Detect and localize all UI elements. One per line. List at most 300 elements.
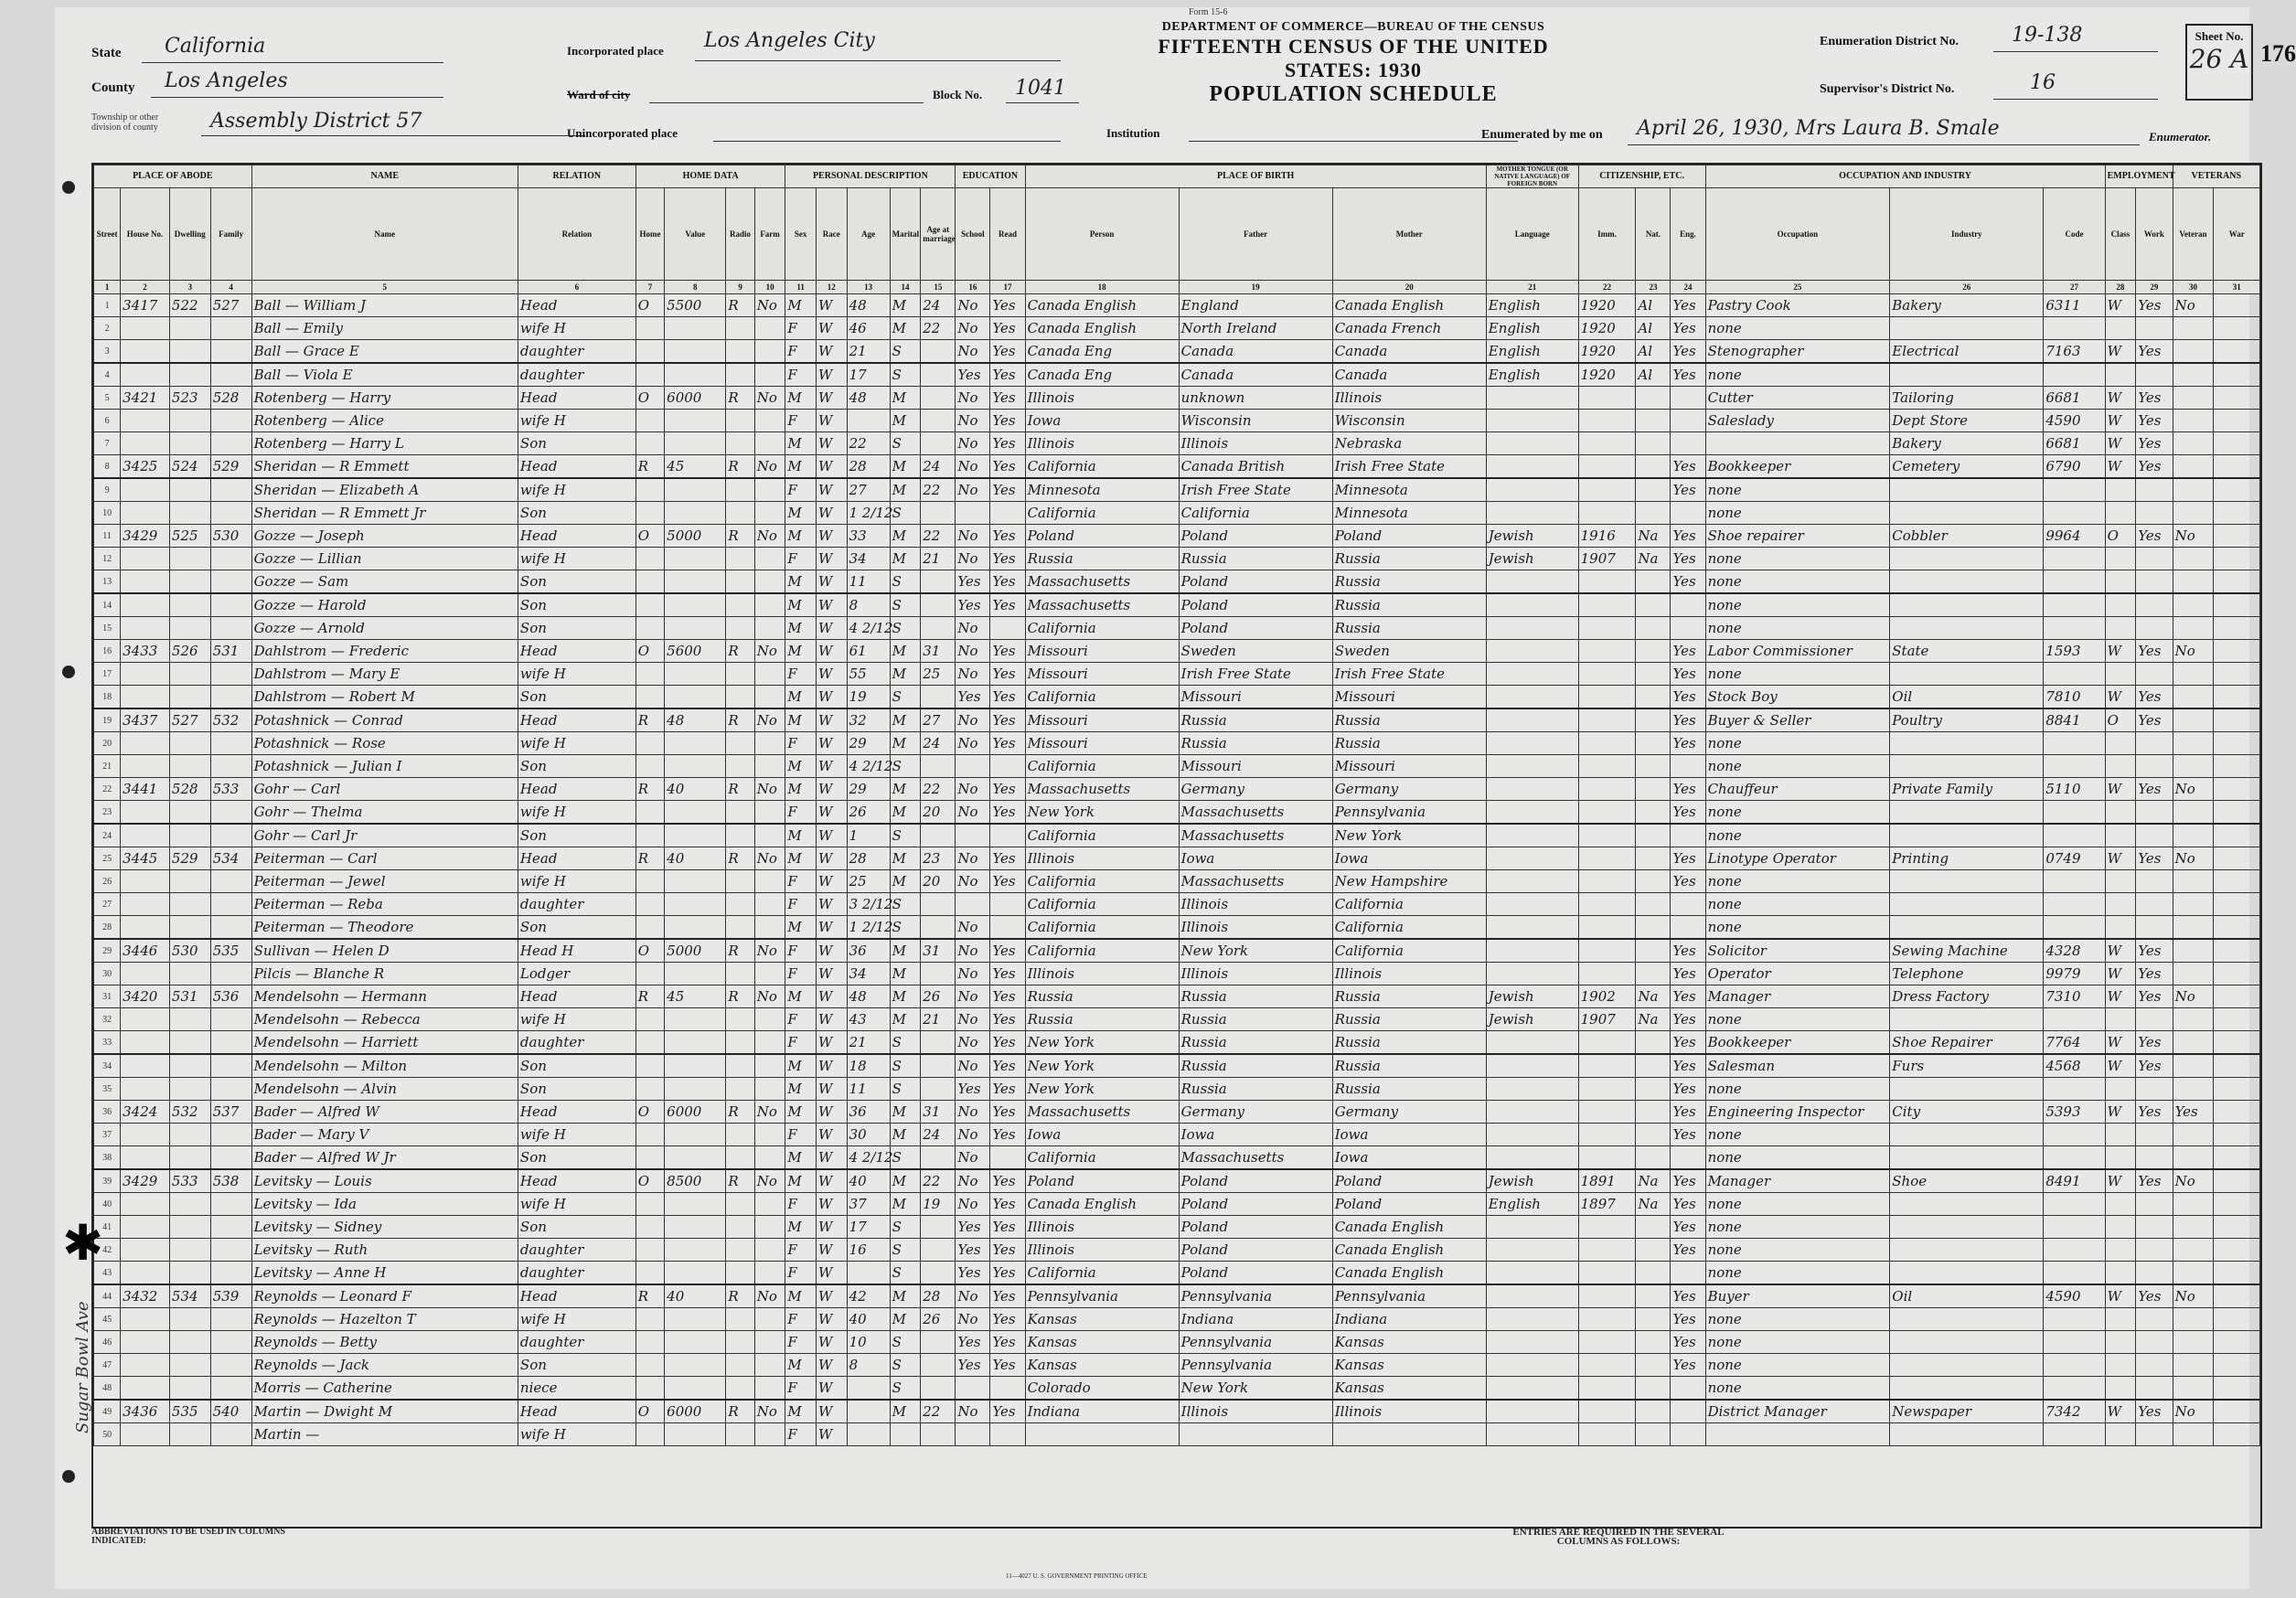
cell-eng: [1671, 1400, 1705, 1423]
cell-occ: none: [1705, 1331, 1890, 1354]
cell-age: 55: [847, 663, 890, 686]
cell-lang: [1486, 1146, 1578, 1170]
cell-ind: [1890, 1216, 2044, 1239]
cell-farm: [754, 1054, 785, 1078]
cell-n: 35: [94, 1078, 121, 1101]
cell-dw: [169, 432, 210, 455]
cell-name: Bader — Alfred W: [251, 1101, 518, 1124]
cell-nat: Na: [1636, 1193, 1671, 1216]
cell-fam: [210, 317, 251, 340]
cell-farm: [754, 410, 785, 432]
cell-dw: 527: [169, 708, 210, 732]
table-row: [94, 1400, 2260, 1423]
cell-radio: [726, 1331, 754, 1354]
cell-farm: [754, 1124, 785, 1146]
cell-vet2: [2214, 432, 2260, 455]
cell-rd: Yes: [990, 870, 1025, 893]
cell-fam: [210, 1031, 251, 1055]
cell-rd: Yes: [990, 640, 1025, 663]
cell-cls: [2105, 1008, 2136, 1031]
group-veterans: VETERANS: [2173, 165, 2259, 188]
census-table-frame: [91, 163, 2262, 1529]
cell-occ: Manager: [1705, 985, 1890, 1008]
cell-vet: [2173, 1216, 2214, 1239]
cell-sch: No: [956, 1008, 990, 1031]
cell-sex: M: [785, 1284, 817, 1308]
cell-imm: [1578, 617, 1636, 640]
cell-house: 3429: [121, 525, 170, 548]
cell-imm: [1578, 1284, 1636, 1308]
unincorporated-label: Unincorporated place: [567, 126, 678, 140]
cell-farm: No: [754, 778, 785, 801]
cell-agm: 20: [921, 870, 956, 893]
cell-rel: Head: [518, 387, 635, 410]
column-number: 6: [518, 281, 635, 294]
cell-home: [635, 663, 664, 686]
cell-lang: [1486, 663, 1578, 686]
cell-sch: Yes: [956, 1239, 990, 1262]
cell-radio: R: [726, 939, 754, 963]
cell-n: 40: [94, 1193, 121, 1216]
cell-code: [2044, 502, 2105, 525]
cell-house: [121, 963, 170, 985]
cell-dw: [169, 824, 210, 847]
cell-house: [121, 1331, 170, 1354]
cell-rd: Yes: [990, 1008, 1025, 1031]
incorporated-label: Incorporated place: [567, 44, 664, 58]
cell-house: [121, 363, 170, 387]
cell-vet2: [2214, 1239, 2260, 1262]
cell-vet2: [2214, 870, 2260, 893]
cell-rel: daughter: [518, 340, 635, 364]
column-header: Veteran: [2173, 188, 2214, 281]
cell-race: W: [816, 432, 847, 455]
cell-wk: Yes: [2136, 1284, 2173, 1308]
cell-rel: Head: [518, 847, 635, 870]
column-header: War: [2214, 188, 2260, 281]
cell-bp: [1025, 1423, 1179, 1446]
cell-imm: [1578, 432, 1636, 455]
cell-radio: [726, 801, 754, 825]
cell-mar: S: [890, 1146, 921, 1170]
cell-lang: [1486, 686, 1578, 709]
cell-house: 3446: [121, 939, 170, 963]
cell-imm: [1578, 939, 1636, 963]
cell-val: 5500: [665, 294, 726, 317]
column-number: 18: [1025, 281, 1179, 294]
cell-mbp: California: [1332, 939, 1486, 963]
cell-cls: [2105, 1262, 2136, 1285]
cell-imm: [1578, 1377, 1636, 1401]
cell-code: [2044, 1331, 2105, 1354]
cell-house: [121, 593, 170, 617]
cell-eng: Yes: [1671, 525, 1705, 548]
cell-imm: [1578, 686, 1636, 709]
cell-bp: Missouri: [1025, 663, 1179, 686]
cell-code: 4568: [2044, 1054, 2105, 1078]
cell-nat: [1636, 1101, 1671, 1124]
cell-race: W: [816, 1354, 847, 1377]
cell-sch: No: [956, 548, 990, 570]
cell-bp: Minnesota: [1025, 478, 1179, 502]
cell-house: [121, 1377, 170, 1401]
cell-bp: Illinois: [1025, 1216, 1179, 1239]
cell-mbp: Missouri: [1332, 755, 1486, 778]
cell-age: 4 2/12: [847, 1146, 890, 1170]
cell-fbp: Poland: [1179, 1216, 1332, 1239]
cell-rel: Head: [518, 1284, 635, 1308]
cell-vet: [2173, 593, 2214, 617]
punch-hole: [62, 666, 75, 678]
cell-vet: [2173, 478, 2214, 502]
cell-val: [665, 963, 726, 985]
cell-fam: [210, 732, 251, 755]
cell-wk: [2136, 363, 2173, 387]
cell-mar: S: [890, 1262, 921, 1285]
cell-sch: Yes: [956, 1331, 990, 1354]
cell-rd: Yes: [990, 1193, 1025, 1216]
cell-cls: [2105, 478, 2136, 502]
cell-home: R: [635, 778, 664, 801]
margin-note: Sugar Bowl Ave: [73, 1301, 92, 1433]
cell-vet: Yes: [2173, 1101, 2214, 1124]
column-number: 15: [921, 281, 956, 294]
column-number: 17: [990, 281, 1025, 294]
cell-code: [2044, 1216, 2105, 1239]
cell-fbp: Iowa: [1179, 847, 1332, 870]
column-header: Farm: [754, 188, 785, 281]
cell-age: 10: [847, 1331, 890, 1354]
cell-house: [121, 478, 170, 502]
cell-code: 7810: [2044, 686, 2105, 709]
cell-n: 45: [94, 1308, 121, 1331]
cell-occ: District Manager: [1705, 1400, 1890, 1423]
cell-name: Gohr — Carl: [251, 778, 518, 801]
cell-rd: Yes: [990, 1216, 1025, 1239]
cell-age: 26: [847, 801, 890, 825]
cell-val: 6000: [665, 1101, 726, 1124]
cell-lang: [1486, 870, 1578, 893]
cell-house: [121, 1262, 170, 1285]
cell-wk: [2136, 1216, 2173, 1239]
cell-imm: 1920: [1578, 317, 1636, 340]
cell-vet: [2173, 916, 2214, 940]
cell-vet2: [2214, 1377, 2260, 1401]
cell-fam: [210, 1193, 251, 1216]
cell-wk: [2136, 1239, 2173, 1262]
cell-val: 45: [665, 455, 726, 479]
cell-vet: [2173, 939, 2214, 963]
cell-vet2: [2214, 755, 2260, 778]
cell-code: [2044, 663, 2105, 686]
cell-code: 4590: [2044, 1284, 2105, 1308]
cell-lang: [1486, 1262, 1578, 1285]
cell-age: 22: [847, 432, 890, 455]
cell-rel: wife H: [518, 663, 635, 686]
cell-occ: none: [1705, 801, 1890, 825]
cell-sch: No: [956, 410, 990, 432]
cell-name: Mendelsohn — Alvin: [251, 1078, 518, 1101]
cell-val: [665, 1146, 726, 1170]
cell-val: [665, 1377, 726, 1401]
cell-radio: [726, 1008, 754, 1031]
cell-lang: [1486, 893, 1578, 916]
cell-race: W: [816, 1331, 847, 1354]
cell-n: 13: [94, 570, 121, 594]
cell-dw: 523: [169, 387, 210, 410]
cell-farm: [754, 824, 785, 847]
cell-agm: [921, 617, 956, 640]
cell-val: [665, 824, 726, 847]
cell-val: [665, 617, 726, 640]
cell-fbp: Illinois: [1179, 916, 1332, 940]
cell-sex: M: [785, 1054, 817, 1078]
cell-rd: [990, 1146, 1025, 1170]
stamp-number: 176: [2260, 40, 2296, 67]
cell-agm: 24: [921, 732, 956, 755]
cell-vet2: [2214, 478, 2260, 502]
table-row: [94, 593, 2260, 617]
cell-lang: [1486, 1377, 1578, 1401]
cell-rd: Yes: [990, 1239, 1025, 1262]
cell-age: 18: [847, 1054, 890, 1078]
cell-wk: Yes: [2136, 778, 2173, 801]
cell-vet2: [2214, 1308, 2260, 1331]
cell-imm: [1578, 640, 1636, 663]
column-header: Code: [2044, 188, 2105, 281]
cell-fam: 532: [210, 708, 251, 732]
cell-vet2: [2214, 317, 2260, 340]
cell-wk: Yes: [2136, 985, 2173, 1008]
cell-mbp: Kansas: [1332, 1377, 1486, 1401]
cell-sch: No: [956, 317, 990, 340]
cell-radio: [726, 410, 754, 432]
cell-mbp: Irish Free State: [1332, 663, 1486, 686]
cell-cls: [2105, 1078, 2136, 1101]
cell-cls: W: [2105, 1031, 2136, 1055]
cell-code: 9964: [2044, 525, 2105, 548]
cell-home: [635, 1262, 664, 1285]
cell-radio: [726, 686, 754, 709]
cell-fam: [210, 593, 251, 617]
cell-rd: Yes: [990, 340, 1025, 364]
cell-dw: [169, 410, 210, 432]
cell-house: 3437: [121, 708, 170, 732]
cell-sex: M: [785, 778, 817, 801]
cell-agm: [921, 502, 956, 525]
cell-age: 21: [847, 1031, 890, 1055]
cell-vet: [2173, 363, 2214, 387]
cell-mbp: [1332, 1423, 1486, 1446]
cell-val: [665, 340, 726, 364]
cell-age: 28: [847, 847, 890, 870]
cell-lang: [1486, 1400, 1578, 1423]
enumerated-label: Enumerated by me on: [1481, 128, 1603, 142]
cell-home: O: [635, 525, 664, 548]
state-label: State: [91, 46, 122, 60]
cell-rel: wife H: [518, 548, 635, 570]
cell-name: Rotenberg — Harry L: [251, 432, 518, 455]
cell-radio: [726, 1054, 754, 1078]
cell-dw: [169, 1377, 210, 1401]
cell-mar: M: [890, 1308, 921, 1331]
cell-radio: [726, 1262, 754, 1285]
cell-race: W: [816, 1054, 847, 1078]
cell-rel: Son: [518, 824, 635, 847]
cell-race: W: [816, 1377, 847, 1401]
cell-ind: [1890, 570, 2044, 594]
cell-vet2: [2214, 985, 2260, 1008]
cell-sch: Yes: [956, 1354, 990, 1377]
cell-home: [635, 432, 664, 455]
cell-n: 25: [94, 847, 121, 870]
cell-agm: 31: [921, 1101, 956, 1124]
cell-mbp: Irish Free State: [1332, 455, 1486, 479]
cell-val: [665, 1008, 726, 1031]
cell-mar: M: [890, 732, 921, 755]
column-header: Class: [2105, 188, 2136, 281]
cell-mar: S: [890, 1078, 921, 1101]
cell-mar: M: [890, 478, 921, 502]
cell-fbp: Poland: [1179, 1193, 1332, 1216]
table-row: [94, 548, 2260, 570]
cell-sex: M: [785, 455, 817, 479]
cell-house: [121, 1008, 170, 1031]
cell-sex: M: [785, 755, 817, 778]
cell-occ: Shoe repairer: [1705, 525, 1890, 548]
cell-fam: [210, 893, 251, 916]
cell-sex: M: [785, 570, 817, 594]
enum-district-label: Enumeration District No.: [1820, 35, 1960, 48]
cell-age: 1 2/12: [847, 502, 890, 525]
cell-imm: [1578, 708, 1636, 732]
cell-occ: none: [1705, 1262, 1890, 1285]
cell-ind: Telephone: [1890, 963, 2044, 985]
cell-code: [2044, 824, 2105, 847]
table-row: [94, 1193, 2260, 1216]
cell-rd: Yes: [990, 1078, 1025, 1101]
cell-rel: wife H: [518, 870, 635, 893]
column-number: 3: [169, 281, 210, 294]
cell-house: [121, 1146, 170, 1170]
cell-imm: 1920: [1578, 340, 1636, 364]
cell-sex: M: [785, 916, 817, 940]
cell-house: [121, 732, 170, 755]
cell-wk: Yes: [2136, 432, 2173, 455]
cell-vet2: [2214, 1169, 2260, 1193]
cell-wk: Yes: [2136, 686, 2173, 709]
cell-n: 42: [94, 1239, 121, 1262]
cell-rd: Yes: [990, 801, 1025, 825]
cell-imm: 1907: [1578, 1008, 1636, 1031]
column-header: Imm.: [1578, 188, 1636, 281]
cell-race: W: [816, 1400, 847, 1423]
cell-fbp: Poland: [1179, 525, 1332, 548]
cell-eng: [1671, 755, 1705, 778]
cell-vet2: [2214, 732, 2260, 755]
cell-n: 14: [94, 593, 121, 617]
cell-wk: Yes: [2136, 708, 2173, 732]
cell-nat: [1636, 1078, 1671, 1101]
cell-eng: Yes: [1671, 663, 1705, 686]
cell-rel: Son: [518, 1354, 635, 1377]
footer: [91, 1528, 2259, 1584]
cell-cls: W: [2105, 1400, 2136, 1423]
cell-n: 4: [94, 363, 121, 387]
cell-n: 2: [94, 317, 121, 340]
column-header: Person: [1025, 188, 1179, 281]
cell-house: [121, 1078, 170, 1101]
cell-code: 1593: [2044, 640, 2105, 663]
cell-mar: M: [890, 455, 921, 479]
cell-rel: wife H: [518, 1008, 635, 1031]
cell-cls: O: [2105, 525, 2136, 548]
cell-lang: [1486, 1124, 1578, 1146]
cell-rel: Head: [518, 985, 635, 1008]
cell-occ: Stock Boy: [1705, 686, 1890, 709]
abbreviations-title: ABBREVIATIONS TO BE USED IN COLUMNS INDICATED:: [91, 1527, 285, 1546]
cell-occ: Bookkeeper: [1705, 455, 1890, 479]
cell-dw: [169, 1354, 210, 1377]
cell-nat: Na: [1636, 1008, 1671, 1031]
cell-home: [635, 686, 664, 709]
cell-vet2: [2214, 963, 2260, 985]
cell-age: 32: [847, 708, 890, 732]
cell-agm: 20: [921, 801, 956, 825]
cell-age: 29: [847, 732, 890, 755]
cell-occ: Cutter: [1705, 387, 1890, 410]
cell-home: [635, 916, 664, 940]
cell-eng: Yes: [1671, 847, 1705, 870]
cell-vet: No: [2173, 778, 2214, 801]
cell-occ: none: [1705, 317, 1890, 340]
cell-home: [635, 870, 664, 893]
table-row: [94, 640, 2260, 663]
cell-dw: [169, 570, 210, 594]
cell-fbp: Pennsylvania: [1179, 1331, 1332, 1354]
cell-age: 3 2/12: [847, 893, 890, 916]
cell-age: [847, 1400, 890, 1423]
cell-radio: [726, 732, 754, 755]
cell-vet2: [2214, 294, 2260, 317]
cell-age: 29: [847, 778, 890, 801]
entries-title: ENTRIES ARE REQUIRED IN THE SEVERAL COLUMNS AS FOLLOWS:: [1512, 1527, 1725, 1547]
cell-fbp: Russia: [1179, 1031, 1332, 1055]
cell-vet2: [2214, 1216, 2260, 1239]
cell-name: Mendelsohn — Milton: [251, 1054, 518, 1078]
column-header: Dwelling: [169, 188, 210, 281]
cell-nat: [1636, 432, 1671, 455]
cell-vet2: [2214, 1262, 2260, 1285]
cell-nat: [1636, 824, 1671, 847]
table-row: [94, 1146, 2260, 1170]
cell-radio: R: [726, 985, 754, 1008]
column-header: Eng.: [1671, 188, 1705, 281]
cell-mbp: Illinois: [1332, 1400, 1486, 1423]
cell-cls: [2105, 363, 2136, 387]
cell-house: [121, 548, 170, 570]
cell-val: [665, 478, 726, 502]
cell-code: [2044, 1146, 2105, 1170]
table-row: [94, 708, 2260, 732]
cell-fam: 527: [210, 294, 251, 317]
table-row: [94, 1423, 2260, 1446]
cell-farm: [754, 1008, 785, 1031]
cell-house: [121, 824, 170, 847]
cell-ind: [1890, 1262, 2044, 1285]
cell-cls: [2105, 570, 2136, 594]
cell-n: 36: [94, 1101, 121, 1124]
